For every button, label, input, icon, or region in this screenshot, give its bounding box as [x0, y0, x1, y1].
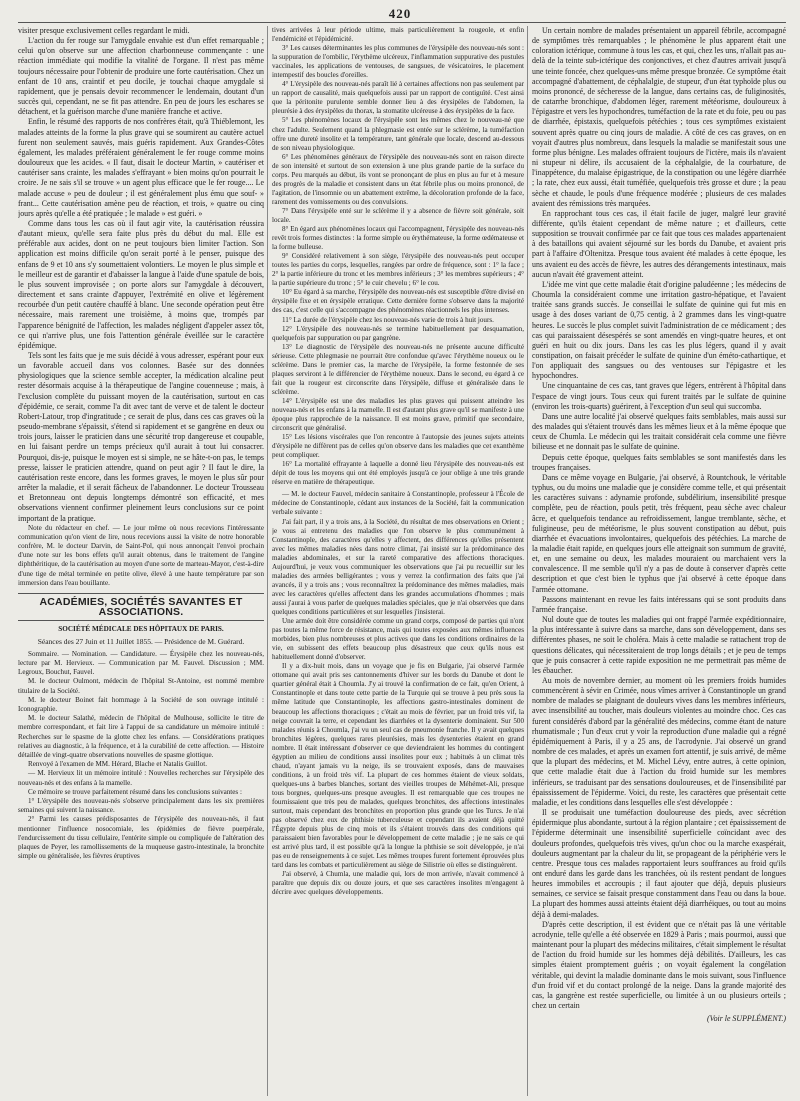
- paragraph: 16° La mortalité effrayante à laquelle a donné lieu l'érysipèle des nouveau-nés est dépit de tous les moyens qui ont été employés jusqu'à ce jour oblige à une très grande réserve en matière de thérapeutique.: [272, 460, 524, 487]
- paragraph: 5° Les phénomènes locaux de l'érysipèle sont les mêmes chez le nouveau-né que chez l'adulte. Seulement quand la phlegmasie est entée sur le sclérème, la tuméfaction offre une dureté insolite et la température, tant générale que locale, descend au-dessous de son niveau physiologique.: [272, 116, 524, 152]
- paragraph: M. le docteur Oulmont, médecin de l'hôpital St-Antoine, est nommé membre titulaire de la Société.: [18, 677, 264, 695]
- paragraph: 1° L'érysipèle des nouveau-nés s'observe principalement dans les six premières semaines qui suivent la naissance.: [18, 796, 264, 815]
- paragraph: 8° En égard aux phénomènes locaux qui l'accompagnent, l'érysipèle des nouveau-nés revêt trois formes distinctes : la forme simple ou érythémateuse, la forme œdémateuse et la forme bulleuse.: [272, 225, 524, 252]
- page-number: 420: [388, 6, 412, 21]
- column-divider: [527, 26, 528, 1096]
- paragraph: Une cinquantaine de ces cas, tant graves que légers, entrèrent à l'hôpital dans l'espace de vingt jours. Tous ceux qui furent traités par le sulfate de quinine (environ les trois-quarts) guérirent, à l'exception d'un seul qui succomba.: [532, 381, 786, 411]
- continued-note: (Voir le SUPPLÉMENT.): [707, 1014, 786, 1024]
- column-right: [532, 26, 786, 1094]
- paragraph: 14° L'érysipèle est une des maladies les plus graves qui puissent atteindre les nouveau-nés et les enfans à la mamelle. Il est d'autant plus grave qu'il se manifeste à une époque plus rapprochée de la naissance. Il est moins grave, primitif que secondaire, circonscrit que généralisé.: [272, 396, 524, 433]
- paragraph: Nul doute que de toutes les maladies qui ont frappé l'armée expéditionnaire, la plus intéressante à suivre dans sa marche, dans son développement, dans ses différentes phases, ne soit le choléra. Mais à cette maladie se rattachent trop de questions délicates, qui nécessiteraient de trop longs détails ; et je peu de temps que je puis consacrer à cette rapide exposition ne me permettrait pas même de les ébaucher.: [532, 615, 786, 675]
- paragraph: D'après cette description, il est évident que ce n'était pas là une véritable acrodynie, telle qu'elle a été observée en 1829 à Paris ; mais pourmoi, aussi que maintenant pour la plupart des médecins militaires, c'était simplement le résultat de l'action du froid humide sur les hommes déjà débilités. D'ailleurs, les cas simples étaient promptement guéris ; on voyait également la congélation véritable, qui devint la maladie dominante dans le mois suivant, sous l'influence d'un froid vif et du contact prolongé de la neige. Dans la grande majorité des cas, la gangrène est restée superficielle, ou limitée à un ou plusieurs orteils ; chez un certain: [532, 919, 786, 1010]
- summary: Sommaire. — Nomination. — Candidature. — Érysipèle chez les nouveau-nés, lecture par M. Hervieux. — Communication par M. Fauvel. Discussion ; MM. Legroux, Bouchut, Fauvel.: [18, 649, 264, 677]
- paragraph: Comme dans tous les cas où il faut agir vite, la cautérisation réussira d'autant mieux, qu'elle sera faite plus près du début du mal. Elle est préférable aux acides, dont on ne peut toujours bien limiter l'action. Son application est moins difficile qu'on serait porté à le penser, puisque des enfans de 9 et 10 ans s'y soumettaient volontiers. Le moyen le plus simple et le meilleur est de garantir et d'abaisser la langue à l'aide d'une spatule de bois, le plus souvent improvisée ; on porte alors sur l'amygdale à découvert, directement et sans crainte d'appuyer, l'extrémité en olive et légèrement recourbée d'un petit cautère chauffé à blanc. Une seconde opération peut être nécessaire, mais rarement une troisième, à moins que, trompés par l'apparence bénignité de l'affection, les malades négligent d'appeler assez tôt, ce qui n'arrive plus, une fois l'attention générale éveillée sur le caractère épidémique.: [18, 218, 264, 350]
- paragraph: Renvoyé à l'examen de MM. Hérard, Blache et Natalis Guillot.: [28, 760, 207, 769]
- editor-note: Note du rédacteur en chef. — Le jour même où nous recevions l'intéressante communication qu'on vient de lire, nous recevions aussi la visite de notre honorable confrère, M. le docteur Darvin, de Saint-Pol, qui nous annonçait l'envoi prochain d'une note sur les bons effets qu'il aurait obtenus, dans le traitement de l'angine diphthéritique, de la cautérisation au moyen d'une sorte de marteau-Mayor, c'est-à-dire d'une tige de métal terminée en petite olive, élevé à une haute température par son immersion dans l'eau bouillante.: [18, 523, 264, 587]
- paragraph: 10° Eu égard à sa marche, l'érysipèle des nouveau-nés est susceptible d'être divisé en érysipèle fixe et en érysipèle erratique. Cette dernière forme s'observe dans la majorité des cas, c'est celle qui s'accompagne des phénomènes réactionnels les plus intenses.: [272, 288, 524, 315]
- paragraph: 9° Considéré relativement à son siège, l'érysipèle des nouveau-nés peut occuper toutes les parties du corps, lesquelles, rangées par ordre de fréquence, sont : 1° la face ; 2° la partie inférieure du tronc et les membres inférieurs ; 3° les membres supérieurs ; 4° la partie supérieure du tronc ; 5° le cuir chevelu ; 6° le cou.: [272, 252, 524, 288]
- paragraph: Ce mémoire se trouve parfaitement résumé dans les conclusions suivantes :: [28, 787, 242, 796]
- column-left: [18, 26, 264, 1094]
- section-title: ACADÉMIES, SOCIÉTÉS SAVANTES ET ASSOCIATIONS.: [18, 593, 264, 621]
- paragraph: 7° Dans l'érysipèle enté sur le sclérème il y a absence de fièvre soit générale, soit locale.: [272, 206, 524, 224]
- paragraph: Dans une autre localité j'ai observé quelques faits semblables, mais aussi sur des malades qui s'étaient trouvés dans les mêmes lieux et à la même époque que ceux de Chumla. Le médecin qui les traitait considérait cela comme une fièvre bilieuse et ne donnait pas le sulfate de quinine.: [532, 411, 786, 452]
- paragraph: Une armée doit être considérée comme un grand corps, composé de parties qui n'ont pas toutes la même force de résistance, mais qui toutes exposées aux mêmes influences morbides, bien plus nombreuses et plus actives que dans les conditions ordinaires de la vie, en subissent des effets beaucoup plus désastreux que ceux qu'ils nous est habituellement donné d'observer.: [272, 617, 524, 662]
- society-title: SOCIÉTÉ MÉDICALE DES HÔPITAUX DE PARIS.: [58, 625, 224, 634]
- paragraph: Depuis cette époque, quelques faits semblables se sont manifestés dans les troupes françaises.: [532, 452, 786, 472]
- paragraph: 2° Parmi les causes prédisposantes de l'érysipèle des nouveau-nés, il faut mentionner l'influence nosocomiale, les épidémies de fièvre puerpérale, l'endurcissement du tissu cellulaire, l'entérite simple ou compliquée de l'altération des plaques de Peyer, les ramollissements de la muqueuse gastro-intestinale, la bronchite simple ou généralisée, les fièvres éruptives: [18, 815, 264, 861]
- paragraph: Un certain nombre de malades présentaient un appareil fébrile, accompagné de symptômes très remarquables ; le phénomène le plus apparent était une coloration ictérique, commune à tous les cas, et qui, chez les uns, n'allait pas au-delà de la teinte sub-ictérique des conjonctives, et chez d'autres arrivait jusqu'à une teinte foncée, chez quelques-uns même presque bronzée. Ce symptôme était accompagné d'abattement, de céphalalgie, de stupeur, d'un état typhoïde plus ou moins prononcé, de sécheresse de la langue, dans certains cas, de fuliginosités, de catarrhe bronchique, d'abdomen léger, rarement météorisme, douloureux à l'épigastre et vers les hypochondres, tuméfaction de la rate et du foie, peu ou pas de diarrhée, épistaxis, quelquefois pétéchies ; tous ces symptômes existaient souvent après quatre ou cinq jours de maladie. A côté de ces cas graves, on en voyait d'autres plus nombreux, dans lesquels la maladie se manifestait sous une forme plus bénigne. Les malades offraient toujours de l'ictère, mais ils n'avaient ni stupeur ni délire, ils accusaient de la céphalalgie, de la courbature, de l'inappétence, du malaise épigastrique, de la constipation ou une légère diarrhée ; la rate, chez eux aussi, était tuméfiée, quelquefois très grosse et dure ; la peau sèche et chaude, le pouls d'une fréquence modérée ; plusieurs de ces malades avaient des rémissions très marquées.: [532, 26, 786, 208]
- paragraph: — M. Hervieux lit un mémoire intitulé : Nouvelles recherches sur l'érysipèle des nouveau-nés et des enfans à la mamelle.: [18, 769, 264, 787]
- paragraph: — M. le docteur Fauvel, médecin sanitaire à Constantinople, professeur à l'École de médecine de Constantinople, cédant aux instances de la Société, fait la communication verbale suivante :: [272, 490, 524, 517]
- header-rule: [18, 22, 786, 23]
- paragraph: 4° L'érysipèle des nouveau-nés paraît lié à certaines affections non pas seulement par un rapport de causalité, mais quelquefois aussi par un rapport de contiguïté. C'est ainsi que la péritonite purulente semble donner lieu à des érysipèles de l'abdomen, la pleurésie à des érysipèles du thorax, la stomatite ulcéreuse à des érysipèles de la face.: [272, 80, 524, 116]
- paragraph: 15° Les lésions viscérales que l'on rencontre à l'autopsie des jeunes sujets atteints d'érysipèle ne diffèrent pas de celles qu'on observe dans les maladies que cet exanthème peut compliquer.: [272, 433, 524, 460]
- paragraph: Au mois de novembre dernier, au moment où les premiers froids humides commencèrent à sévir en Crimée, nous vîmes arriver à Constantinople un grand nombre de malades se plaignant de douleurs vives dans les membres inférieurs, avec insensibilité au toucher, mais douleurs violentes au moindre choc. Ces cas furent considérés d'abord par la généralité des médecins, comme étant de nature rhumatismale ; l'un d'eux crut y voir la reproduction d'une maladie qui a régné épidémiquement à Paris, il y a 25 ans, de l'acrodynie. J'ai observé un grand nombre de ces malades, et après un examen fort attentif, je suis arrivé, de même que la plupart des médecins, et M. Michel Lévy, entre autres, à cette opinion, que cette maladie était due à l'action du froid humide sur les membres inférieurs, se traduisant par des sensations douloureuses, et de l'insensibilité par épaississement de l'épiderme. Voici, du reste, les caractères que présentait cette maladie, et les conditions dans lesquelles elle s'est développée :: [532, 676, 786, 807]
- paragraph: M. le docteur Salathé, médecin de l'hôpital de Mulhouse, sollicite le titre de membre correspondant, et fait lire à l'appui de sa candidature un mémoire intitulé : Recherches sur le spasme de la glotte chez les enfans. — Considérations pratiques relatives au diagnostic, à la fréquence, et à la curabilité de cette affection. — Histoire détaillée de vingt-quatre observations nouvelles de spasme glottique.: [18, 714, 264, 759]
- paragraph: 3° Les causes déterminantes les plus communes de l'érysipèle des nouveau-nés sont : la suppuration de l'ombilic, l'érythème ulcéreux, l'inflammation suppurative des pustules vaccinales, les applications de ventouses, de sangsues, de vésicatoires, le placement intempestif des boucles d'oreilles.: [272, 44, 524, 80]
- paragraph: Dans ce même voyage en Bulgarie, j'ai observé, à Rountchouk, le véritable typhus, ou du moins une maladie que je considère comme telle, et qui présentait les caractères suivans : adynamie profonde, subdélirium, insensibilité presque complète, peu de réaction, pouls petit, très fréquent, peau sèche avec chaleur âcre, et quelquefois tendance au refroidissement, langue tremblante, sèche, et fuligineuse, peu de météorisme, le plus souvent constipation au début, puis diarrhée et évacuations involontaires, quelquefois des pétéchies. La marche de la maladie était rapide, en quelques jours elle atteignait son summum de gravité, et, en une semaine ou deux, les malades mouraient ou marchaient vers la convalescence. Il me semble qu'il n'y a pas de doute à conserver d'après cette description et que c'est bien le typhus que j'ai observé à cette époque dans l'armée ottomane.: [532, 472, 786, 594]
- paragraph: Passons maintenant en revue les faits intéressans qui se sont produits dans l'armée française.: [532, 594, 786, 614]
- paragraph: 6° Les phénomènes généraux de l'érysipèle des nouveau-nés sont en raison directe de son intensité et surtout de son extension à une plus grande partie de la surface du corps. Peu marqués au début, ils vont se prononçant de plus en plus au fur et à mesure des progrès de la maladie et consistent dans un état fébrile plus ou moins prononcé, de l'agitation, de l'insomnie ou un abattement extrême, la décoloration profonde de la face, rarement des vomissements ou des convulsions.: [272, 152, 524, 206]
- paragraph: En rapprochant tous ces cas, il était facile de juger, malgré leur gravité différente, qu'ils étaient cependant de même nature ; et d'ailleurs, cette supposition se trouvait confirmée par ce fait que tous ces malades appartenaient à des bataillons qui avaient séjourné sur les bords du Danube, et avaient pris part à l'affaire d'Oltenitza. Presque tous avaient été malades à cette époque, les uns avaient eu des accès de fièvre, les autres des dérangements intestinaux, mais aucun n'avait été gravement atteint.: [532, 208, 786, 279]
- paragraph: Enfin, le résumé des rapports de nos confrères était, qu'à Thiéblemont, les malades atteints de la forme la plus grave qui se soumirent au cautère actuel furent non seulement sauvés, mais guéris rapidement. Aux Grandes-Côtes également, les malades préféraient généralement le fer rouge comme moins douloureux que les acides. « Il faut, disait le docteur Martin, » cautériser et cautériser sans crainte, les malades s'effrayant » bien moins qu'on pourrait le croire. Je ne sais s'il se trouve » un agent plus efficace que le fer rouge.... Le malade accuse » peu de douleur ; il est généralement plus ému que souf- » frant... Cette cautérisation amène peu de réaction, et trois, » quatre ou cinq jours après qu'elle a été pratiquée ; le malade » est guéri. »: [18, 117, 264, 218]
- paragraph: M. le docteur Boinet fait hommage à la Société de son ouvrage intitulé : Iconographie.: [18, 695, 264, 713]
- meeting-dates: Séances des 27 Juin et 11 Juillet 1855. — Présidence de M. Guérard.: [37, 636, 245, 646]
- column-middle: [272, 26, 524, 1094]
- paragraph: tives arrivées à leur période ultime, mais particulièrement la rougeole, et enfin l'endémicité et l'épidémicité.: [272, 26, 524, 44]
- paragraph: 11° La durée de l'érysipèle chez les nouveau-nés varie de trois à huit jours.: [282, 315, 494, 324]
- paragraph: Il se produisait une tuméfaction douloureuse des pieds, avec sécrétion épidermique plus abondante, surtout à la région plantaire ; cet épaississement de l'épiderme déterminait une insensibilité superficielle coïncidant avec des douleurs profondes, quelquefois très vives, qu'un choc ou la marche exaspérait, douleurs augmentant par la chaleur du lit, se propageant de la périphérie vers le centre. Presque tous ces malades rapportaient leurs souffrances au froid qu'ils ont enduré dans les garde dans les tranchées, où ils restent pendant de longues heures immobiles et accroupis ; il faut ajouter que déjà, depuis plusieurs semaines, ce service se faisait presque constamment dans l'eau ou dans la boue. La plupart des hommes aussi atteints étaient déjà diarrhéiques, ou tout au moins déjà à demi-malades.: [532, 808, 786, 919]
- paragraph: 12° L'érysipèle des nouveau-nés se termine habituellement par desquamation, quelquefois par suppuration ou par gangrène.: [272, 324, 524, 342]
- paragraph: L'idée me vint que cette maladie était d'origine paludéenne ; les médecins de Choumla la considéraient comme une irritation gastro-hépatique, et l'avaient traitée sans grands succès. Je conseillai le sulfate de quinine qui fut mis en usage à des doses variant de 0,75 centig. à 2 grammes dans les vingt-quatre heures. Le succès le plus complet suivit l'administration de ce médicament ; des cas qui paraissaient désespérés se sont amendés en vingt-quatre heures, et ont guéri en huit ou dix jours. Dans les cas les plus légers, quand il y avait constipation, on faisait précéder le sulfate de quinine d'un éméto-cathartique, et l'on appliquait des sangsues ou des ventouses sur l'épigastre et les hypochondres.: [532, 279, 786, 381]
- paragraph: Il y a dix-huit mois, dans un voyage que je fis en Bulgarie, j'ai observé l'armée ottomane qui avait pris ses cantonnements d'hiver sur les bords du Danube et dont le quartier général était à Choumla. J'y ai trouvé la confirmation de ce fait, qu'en Orient, à Constantinople et dans toute cette partie de la Turquie qui se trouve à peu près sous la même latitude que Constantinople, les affections gastro-intestinales dominent de beaucoup les affections thoraciques ; c'était au mois de février, par un froid très vif, la neige couvrait la terre, et cependant les diarrhées et la dysenterie dominaient. Sur 500 malades réunis à Choumla, j'ai vu un seul cas de pneumonie franche. Il y avait quelques bronchites légères, quelques rares pleurésies, mais les dysenteries étaient en grand nombre. Il était intéressant d'observer ce que deviendraient les hommes du contingent égyptien au milieu de conditions aussi insolites pour eux ; habitués à un climat très chaud, n'ayant jamais vu la neige, ils se trouvaient exposés, dans de mauvaises conditions, à un froid très vif. La plupart de ces hommes étaient de vieux soldats, quelques-uns à barbes blanches, sortant des vieilles troupes de Méhémet-Ali, presque tous borgnes, quelques-uns presque aveugles. Il est remarquable que ces troupes ne fournissaient que très peu de malades, quelques bronchites, des affections intestinales surtout, mais cependant des bronchites en proportion plus grande que les Turcs. Je n'ai pas observé chez eux de phthisie tuberculeuse et cependant ils avaient déjà quitté l'Égypte depuis plus de cinq mois et ils s'étaient trouvés dans des conditions qui paraissaient bien favorables pour le développement de cette maladie ; je ne sais ce qui est arrivé plus tard, il est possible qu'à la longue la phthisie se soit développée, je n'ai pas eu de renseignements à ce sujet. Les mêmes troupes furent fortement éprouvées plus tard dans les combats et particulièrement au siège de Silistrie où elles se distinguèrent.: [272, 662, 524, 870]
- paragraph: J'ai observé, à Chumla, une maladie qui, lors de mon arrivée, n'avait commencé à paraître que depuis dix ou douze jours, et que ses caractères insolites m'engagent à décrire avec quelques développements.: [272, 870, 524, 897]
- paragraph: 13° Le diagnostic de l'érysipèle des nouveau-nés ne présente aucune difficulté sérieuse. Cette phlegmasie ne pourrait être confondue qu'avec l'érythème noueux ou le sclérème. Dans le premier cas, la marche de l'érysipèle, la forme festonnée de ses plaques serviront à le différencier de l'érythème noueux. Dans le second, eu égard à ce fait que la rougeur est circonscrite dans l'érysipèle, diffuse et généralisée dans le sclérème.: [272, 342, 524, 396]
- paragraph: L'action du fer rouge sur l'amygdale envahie est d'un effet remarquable ; celui qu'on observe sur une affection charbonneuse commençante : une réaction immédiate qui modifie la vitalité de l'organe. Il n'est pas même toujours nécessaire pour l'obtenir de produire une forte cautérisation. Chez un enfant de 10 ans, craintif et peu docile, je touchai chaque amygdale si rapidement, que je pensais devoir recommencer le lendemain, doutant d'un succès qui, cependant, ne se fit pas attendre. En peu de jours les eschares se détachent, et la guérison marche d'une manière franche et active.: [18, 36, 264, 117]
- paragraph: visiter presque exclusivement celles regardant le midi.: [18, 26, 190, 35]
- paragraph: J'ai fait part, il y a trois ans, à la Société, du résultat de mes observations en Orient ; je vous ai entretenu des maladies que l'on observe le plus communément à Constantinople, des caractères qu'elles y affectent, des différences qu'elles présentent avec les mêmes maladies nées dans notre climat, j'ai insisté sur la prédominance des maladies abdominales, et sur la rareté comparative des affections thoraciques. Aujourd'hui, je veux vous communiquer les observations que j'ai pu recueillir sur les maladies des armées belligérantes ; vous y verrez la confirmation des faits que j'ai avancés, il y a trois ans ; vous reconnaîtrez la prédominance des mêmes maladies, mais avec les caractères qu'elles affectent dans les grandes accumulations d'hommes ; mais aussi j'aurai à vous parler de quelques maladies spéciales, que je n'ai observées que dans quelques conditions particulières et sur lesquelles j'insisterai.: [272, 517, 524, 616]
- paragraph: Tels sont les faits que je me suis décidé à vous adresser, espérant pour eux un favorable accueil dans vos colonnes. Basée sur des données physiologiques que la science semble accepter, la médication alcaline peut rester désormais acquise à la thérapeutique de l'angine couenneuse ; mais, à l'exclusion complète du puissant moyen de la cautérisation, surtout en cas d'épidémie, ce serait, comme l'a dit avec tant de verve et de talent le docteur Robert-Latour, trop d'ingratitude ; ce serait de plus, dans ces cas graves où la pseudo-membrane s'épaissit, s'étend si rapidement et se gangrène en deux ou trois jours, laisser le praticien dans une sécurité trop dangereuse et coupable, en lui faisant perdre un temps précieux qu'il aurait à tout lui consacrer. Pourquoi, dis-je, puisque le moyen est si simple, ne se hâte-t-on pas, le temps presse, laisser le praticien attendre, quand on peut agir ? Il faut le dire, la cautérisation reste encore, dans les formes graves, le moyen le plus sûr pour arrêter la maladie, et il serait fâcheux de l'abandonner. Le docteur Trousseau et Bretonneau ont depuis longtemps démontré son efficacité, et mes observations viennent confirmer pleinement leurs conclusions sur ce point important de la pratique.: [18, 351, 264, 523]
- column-divider: [267, 26, 268, 1096]
